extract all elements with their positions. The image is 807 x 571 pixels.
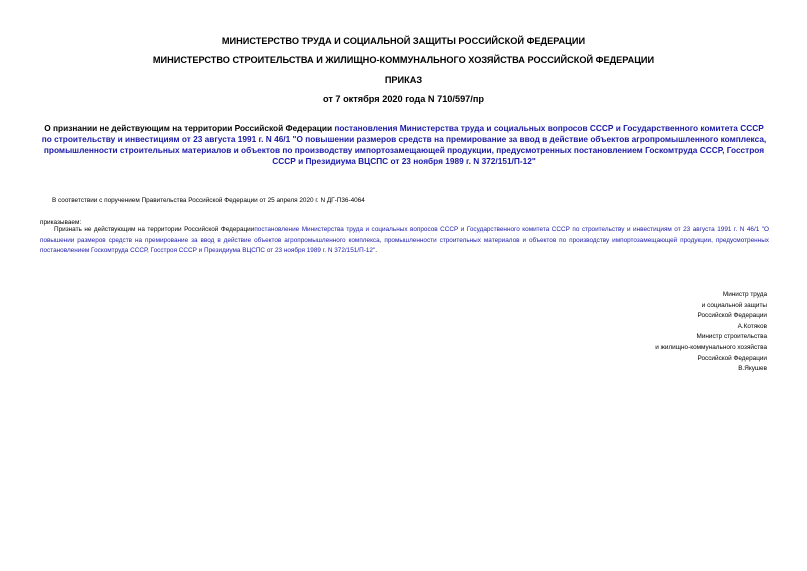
ministry-construction-heading: МИНИСТЕРСТВО СТРОИТЕЛЬСТВА И ЖИЛИЩНО-КОММУНАЛЬНОГО ХОЗЯЙСТВА РОССИЙСКОЙ ФЕДЕРАЦИИ	[152, 55, 655, 65]
signature-line: Министр строительства	[696, 333, 767, 341]
basis-paragraph: В соответствии с поручением Правительства Российской Федерации от 25 апреля 2020 г. N ДГ-П36-4064	[52, 197, 365, 204]
order-word: приказываем:	[40, 219, 82, 226]
title-text: О признании не действующим на территории Российской Федерации	[44, 123, 335, 133]
ministry-labor-heading: МИНИСТЕРСТВО ТРУДА И СОЦИАЛЬНОЙ ЗАЩИТЫ РОССИЙСКОЙ ФЕДЕРАЦИИ	[221, 36, 586, 46]
document-date-number: от 7 октября 2020 года N 710/597/пр	[322, 94, 485, 104]
title-link[interactable]: постановления Министерства труда и социальных вопросов СССР и Государственного комитета СССР по строительству и инвестициям от 23 августа 1991 г. N 46/1 "О повышении размеров средств на премирование за ввод в действие объектов агропромышленного комплекса, промышленности строительных материалов и объектов по производству импортозамещающей продукции, предусмотренных постановлением Госкомтруда СССР, Госстроя СССР и Президиума ВЦСПС от 23 ноября 1989 г. N 372/151/П-12"	[41, 123, 767, 166]
signature-name: В.Якушев	[738, 365, 767, 373]
signature-line: Российской Федерации	[697, 354, 767, 362]
signature-line: Российской Федерации	[697, 312, 767, 320]
main-paragraph-text: Признать не действующим на территории Российской Федерации	[54, 226, 255, 233]
main-paragraph-link[interactable]: постановление Министерства труда и социальных вопросов СССР и Государственного комитета СССР по строительству и инвестициям от 23 августа 1991 г. N 46/1 "О повышении размеров средств на премирование за ввод в действие объектов агропромышленного комплекса, промышленности строительных материалов и объектов по производству импортозамещающей продукции, предусмотренных постановлением Госкомтруда СССР, Госстроя СССР и Президиума ВЦСПС от 23 ноября 1989 г. N 372/151/П-12"	[40, 226, 770, 254]
document-title	[40, 123, 768, 167]
signature-line: Министр труда	[722, 291, 767, 298]
main-paragraph-end: .	[375, 247, 377, 254]
signature-line: и социальной защиты	[701, 301, 767, 309]
main-paragraph	[40, 225, 769, 257]
signature-name: А.Котяков	[737, 322, 767, 330]
document-type: ПРИКАЗ	[384, 75, 423, 85]
signature-line: и жилищно-коммунального хозяйства	[655, 343, 767, 351]
signature-block	[655, 290, 767, 375]
